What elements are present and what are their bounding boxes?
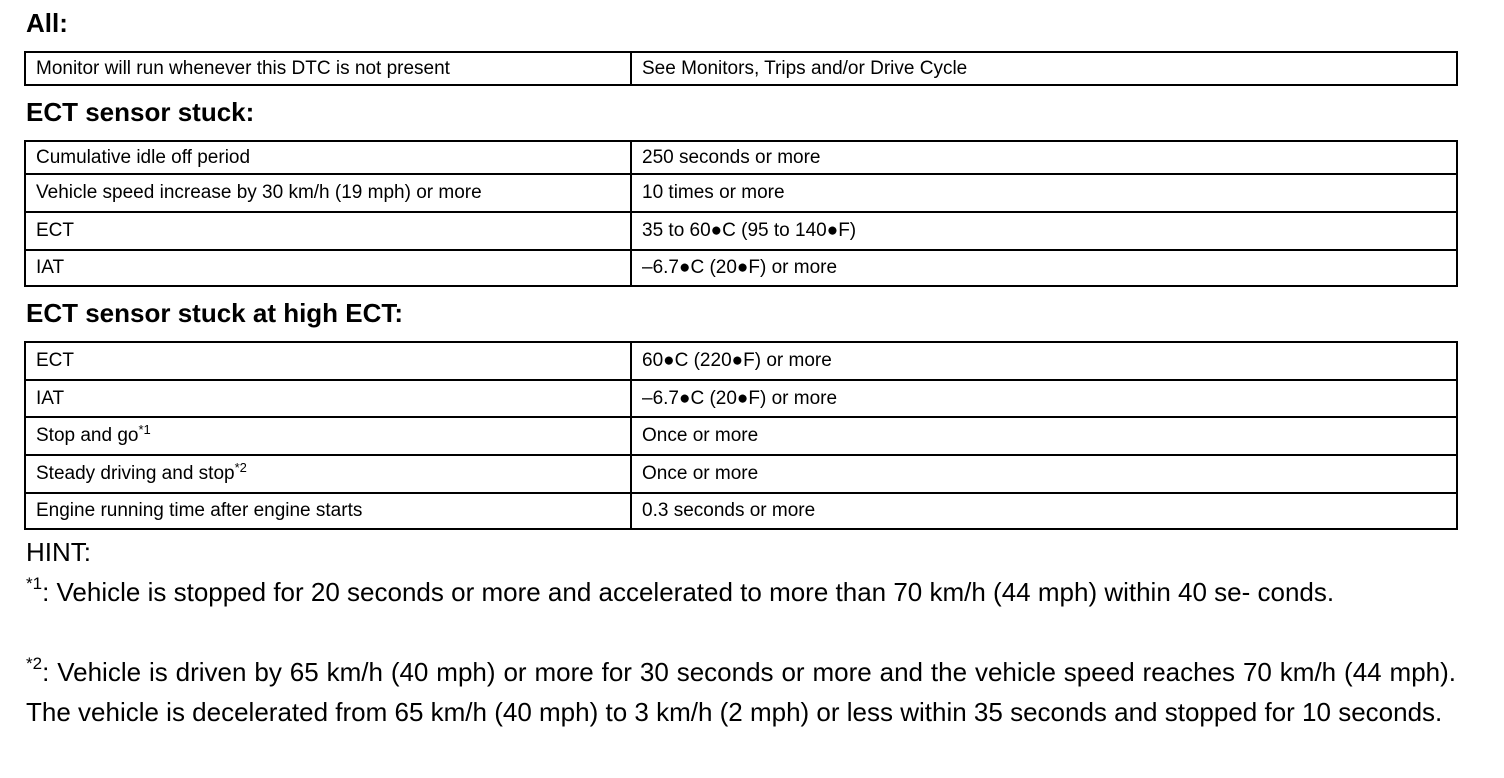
value-cell: Once or more	[631, 455, 1457, 493]
value-cell: Once or more	[631, 417, 1457, 455]
condition-text: Steady driving and stop	[36, 463, 235, 484]
condition-cell: Cumulative idle off period	[25, 141, 631, 174]
condition-text: Stop and go	[36, 425, 139, 446]
footnote-marker: *2	[26, 654, 43, 673]
conditions-table-ect-sensor-stuck-high	[24, 341, 1458, 530]
conditions-table-all	[24, 51, 1458, 86]
section-heading-text: All	[26, 8, 60, 38]
section-heading-text: ECT sensor stuck at high ECT	[26, 298, 395, 328]
section-heading-text: ECT sensor stuck	[26, 97, 246, 127]
value-cell: See Monitors, Trips and/or Drive Cycle	[631, 52, 1457, 85]
condition-cell: ECT	[25, 212, 631, 250]
value-cell: –6.7●C (20●F) or more	[631, 250, 1457, 286]
value-cell: 60●C (220●F) or more	[631, 342, 1457, 380]
condition-cell: Monitor will run whenever this DTC is not present	[25, 52, 631, 85]
condition-cell: ECT	[25, 342, 631, 380]
condition-cell: IAT	[25, 250, 631, 286]
value-cell: –6.7●C (20●F) or more	[631, 380, 1457, 417]
condition-cell: Engine running time after engine starts	[25, 493, 631, 529]
value-cell: 0.3 seconds or more	[631, 493, 1457, 529]
hint-note-2	[26, 652, 1456, 732]
table-row	[25, 174, 1457, 212]
hint-note-text: : Vehicle is stopped for 20 seconds or more and accelerated to more than 70 km/h (44 mph) within 40 se- conds.	[42, 577, 1335, 607]
section-heading-all: All:	[26, 8, 68, 38]
condition-cell	[25, 417, 631, 455]
table-row	[25, 141, 1457, 174]
value-cell: 250 seconds or more	[631, 141, 1457, 174]
footnote-marker: *1	[26, 574, 43, 593]
table-row	[25, 52, 1457, 85]
footnote-marker: *2	[234, 460, 247, 475]
table-row	[25, 250, 1457, 286]
value-cell: 10 times or more	[631, 174, 1457, 212]
condition-cell	[25, 455, 631, 493]
table-row	[25, 493, 1457, 529]
section-heading-ect-sensor-stuck-high: ECT sensor stuck at high ECT:	[26, 298, 404, 328]
condition-cell: Vehicle speed increase by 30 km/h (19 mph) or more	[25, 174, 631, 212]
table-row	[25, 417, 1457, 455]
table-row	[25, 342, 1457, 380]
condition-cell: IAT	[25, 380, 631, 417]
hint-title: HINT:	[26, 537, 91, 567]
footnote-marker: *1	[138, 422, 151, 437]
table-row	[25, 212, 1457, 250]
table-row	[25, 455, 1457, 493]
conditions-table-ect-sensor-stuck	[24, 140, 1458, 287]
table-row	[25, 380, 1457, 417]
section-heading-ect-sensor-stuck: ECT sensor stuck:	[26, 97, 255, 127]
hint-note-1	[26, 572, 1456, 612]
hint-note-text: : Vehicle is driven by 65 km/h (40 mph) or more for 30 seconds or more and the vehicle speed reaches 70 km/h (44 mph). The vehicle is decelerated from 65 km/h (40 mph) to 3 km/h (2 mph) or less within 35 seconds and stopped for 10 seconds.	[26, 657, 1456, 727]
value-cell: 35 to 60●C (95 to 140●F)	[631, 212, 1457, 250]
